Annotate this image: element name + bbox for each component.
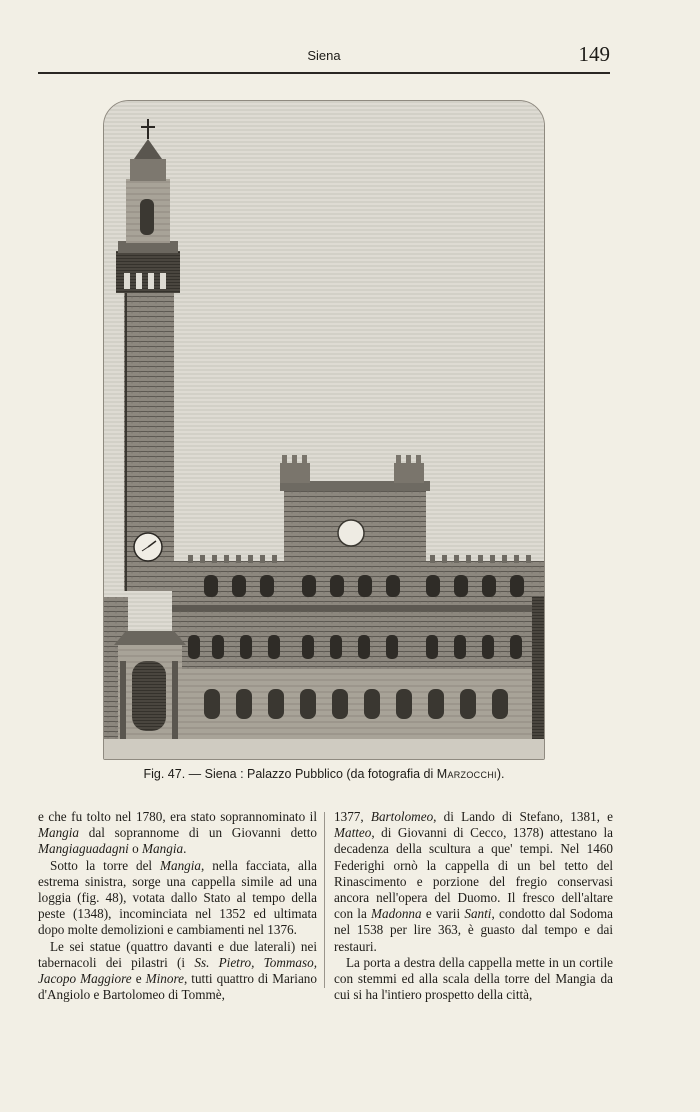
running-title: Siena [307,48,341,63]
right-paragraph-2 [334,955,613,1004]
figure-engraving [103,100,545,760]
italic-run: Bartolomeo [370,809,434,824]
text-run: o [128,841,143,857]
text-run: . [183,841,187,857]
caption-prefix: Fig. 47. — Siena : Palazzo Pubblico (da fotografia di [143,767,437,781]
figure-caption [38,767,610,781]
text-run: , di Lando di Stefano, 1381, e [433,809,614,824]
italic-run: Mangia [38,825,80,841]
piazza-ground [104,739,544,759]
left-paragraph-2 [38,858,317,939]
text-run: , nella facciata, alla estrema sinistra, sorge una cappella simile ad una loggia (fig. 48), votata dallo Stato al tempo della peste (1348), incominciata nel 1352 ed ultimata dopo molte demolizioni e cambiamenti nel 1376. [38,857,317,938]
right-column [334,809,613,1003]
italic-run: Santi [464,906,492,922]
text-run: e [131,971,146,987]
italic-run: Minore [145,971,184,987]
caption-suffix: ). [496,767,505,781]
italic-run: Mangia [142,841,184,857]
caption-photographer: Marzocchi [436,767,497,781]
left-column [38,809,317,1003]
page-number: 149 [578,42,610,66]
text-run: e che fu tolto nel 1780, era stato soprannominato il [38,809,317,824]
palazzo-pubblico-illustration [104,101,544,759]
page-header [38,40,610,74]
italic-run: Ss. Pietro, Tommaso, Jacopo Maggiore [38,954,317,987]
header-rule [38,72,610,74]
italic-run: Mangia [160,857,202,873]
column-divider [324,812,325,988]
italic-run: Matteo [334,825,372,841]
cappella-di-piazza [114,631,186,743]
text-run: dal soprannome di un Giovanni detto [79,825,317,841]
text-run: , condotto dal Sodoma nel 1538 per lire 363, è guasto dal tempo e dai restauri. [334,906,613,954]
text-run: 1377, [334,809,371,824]
italic-run: Madonna [371,906,422,922]
text-run: , di Giovanni di Cecco, 1378) attestano la decadenza della scultura a que' tempi. Nel 1460 Federighi ornò la cappella di un bel tetto del Rinascimento e porzione del fregio conservasi ancora nell'opera del Duomo. Il fresco dell'altare con la [334,825,613,922]
left-paragraph-3 [38,939,317,1004]
right-paragraph-1 [334,809,613,955]
text-run: Le sei statue (quattro davanti e due laterali) nei tabernacoli dei pilastri (i [38,938,317,970]
text-run: La porta a destra della cappella mette in un cortile con stemmi ed alla scala della torre del Mangia da cui si ha l'intiero prospetto della città, [334,954,613,1003]
italic-run: Mangiaguadagni [38,841,129,857]
text-run: , tutti quattro di Mariano d'Angiolo e Bartolomeo di Tommè, [38,971,317,1003]
text-run: Sotto la torre del [50,857,160,873]
left-paragraph-1 [38,809,317,858]
text-run: e varii [421,906,465,922]
